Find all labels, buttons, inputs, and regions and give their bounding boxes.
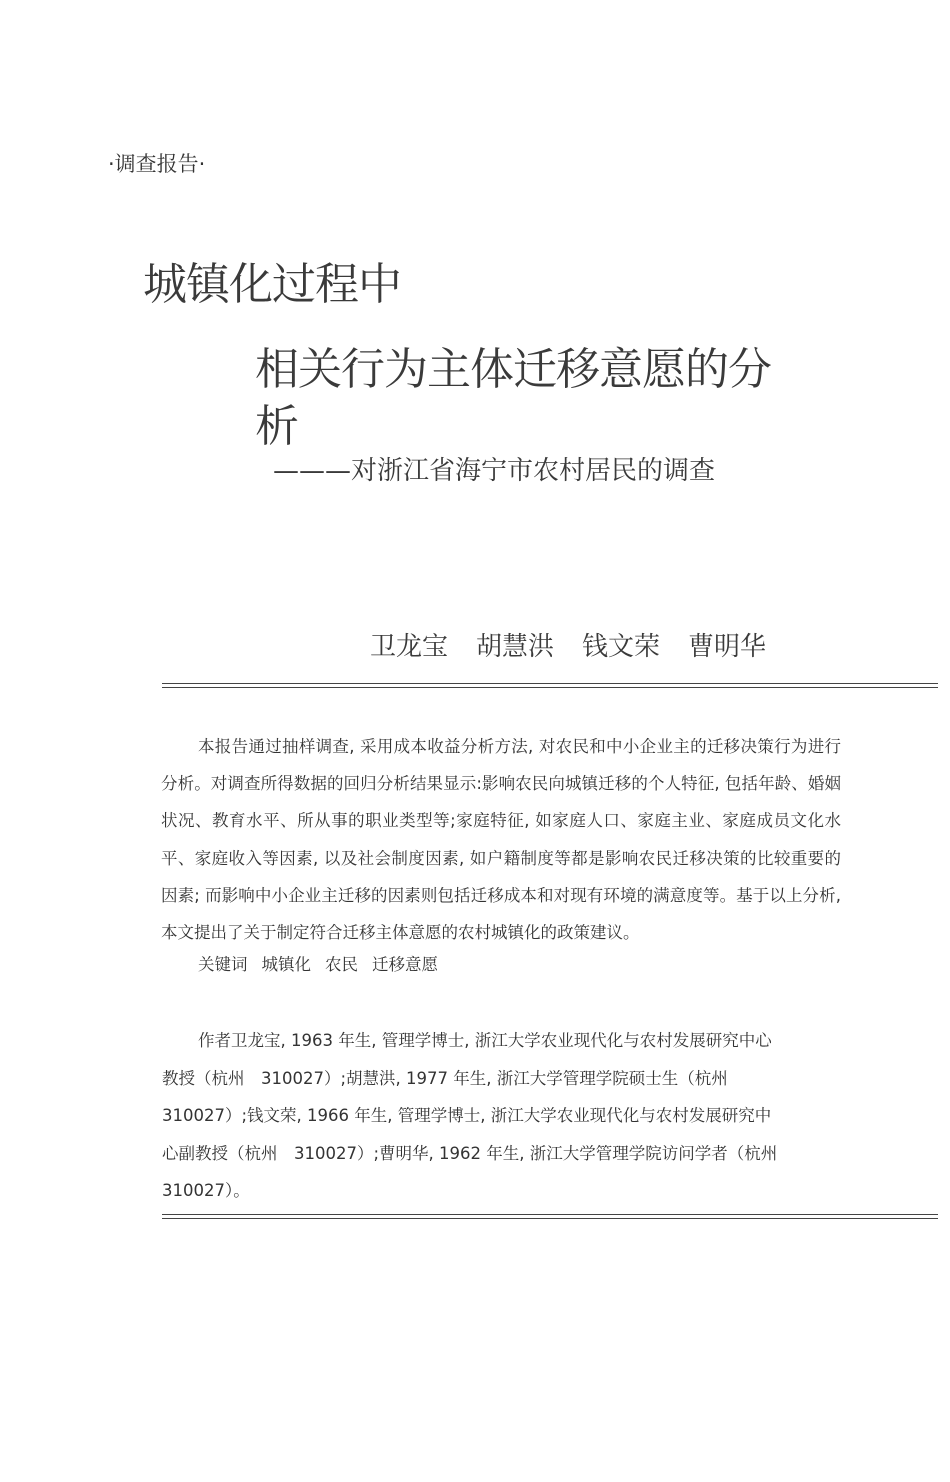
author-name: 卫龙宝 (370, 632, 449, 662)
author-bio (162, 1022, 782, 1210)
keywords (198, 951, 438, 975)
subtitle: ———对浙江省海宁市农村居民的调查 (273, 456, 716, 486)
author-name: 钱文荣 (582, 632, 661, 662)
keyword: 迁移意愿 (372, 955, 438, 974)
title-line-3: 析 (255, 401, 299, 452)
keywords-label: 关键词 (198, 955, 248, 974)
keyword: 农民 (325, 955, 358, 974)
keyword: 城镇化 (261, 955, 311, 974)
author-list (370, 626, 766, 663)
column-tag: ·调查报告· (108, 152, 206, 176)
abstract-text: 本报告通过抽样调查, 采用成本收益分析方法, 对农民和中小企业主的迁移决策行为进行分析。对调查所得数据的回归分析结果显示:影响农民向城镇迁移的个人特征, 包括年龄、婚姻状况、教育水平、所从事的职业类型等;家庭特征, 如家庭人口、家庭主业、家庭成员文化水平、家庭收入等因素, 以及社会制度因素, 如户籍制度等都是影响农民迁移决策的比较重要的因素; 而影响中小企业主迁移的因素则包括迁移成本和对现有环境的满意度等。基于以上分析, 本文提出了关于制定符合迁移主体意愿的农村城镇化的政策建议。 (161, 737, 841, 943)
title-line-2: 相关行为主体迁移意愿的分 (255, 344, 771, 395)
abstract (161, 728, 841, 951)
author-name: 曹明华 (688, 632, 767, 662)
author-name: 胡慧洪 (476, 632, 555, 662)
bottom-double-rule (162, 1214, 938, 1219)
author-bio-text: 作者卫龙宝, 1963 年生, 管理学博士, 浙江大学农业现代化与农村发展研究中心教授（杭州 310027）;胡慧洪, 1977 年生, 浙江大学管理学院硕士生（杭州 310027）;钱文荣, 1966 年生, 管理学博士, 浙江大学农业现代化与农村发展研究中心副教授（杭州 310027）;曹明华, 1962 年生, 浙江大学管理学院访问学者（杭州 310027）。 (162, 1031, 778, 1201)
top-double-rule (162, 683, 938, 688)
title-line-1: 城镇化过程中 (143, 259, 401, 310)
